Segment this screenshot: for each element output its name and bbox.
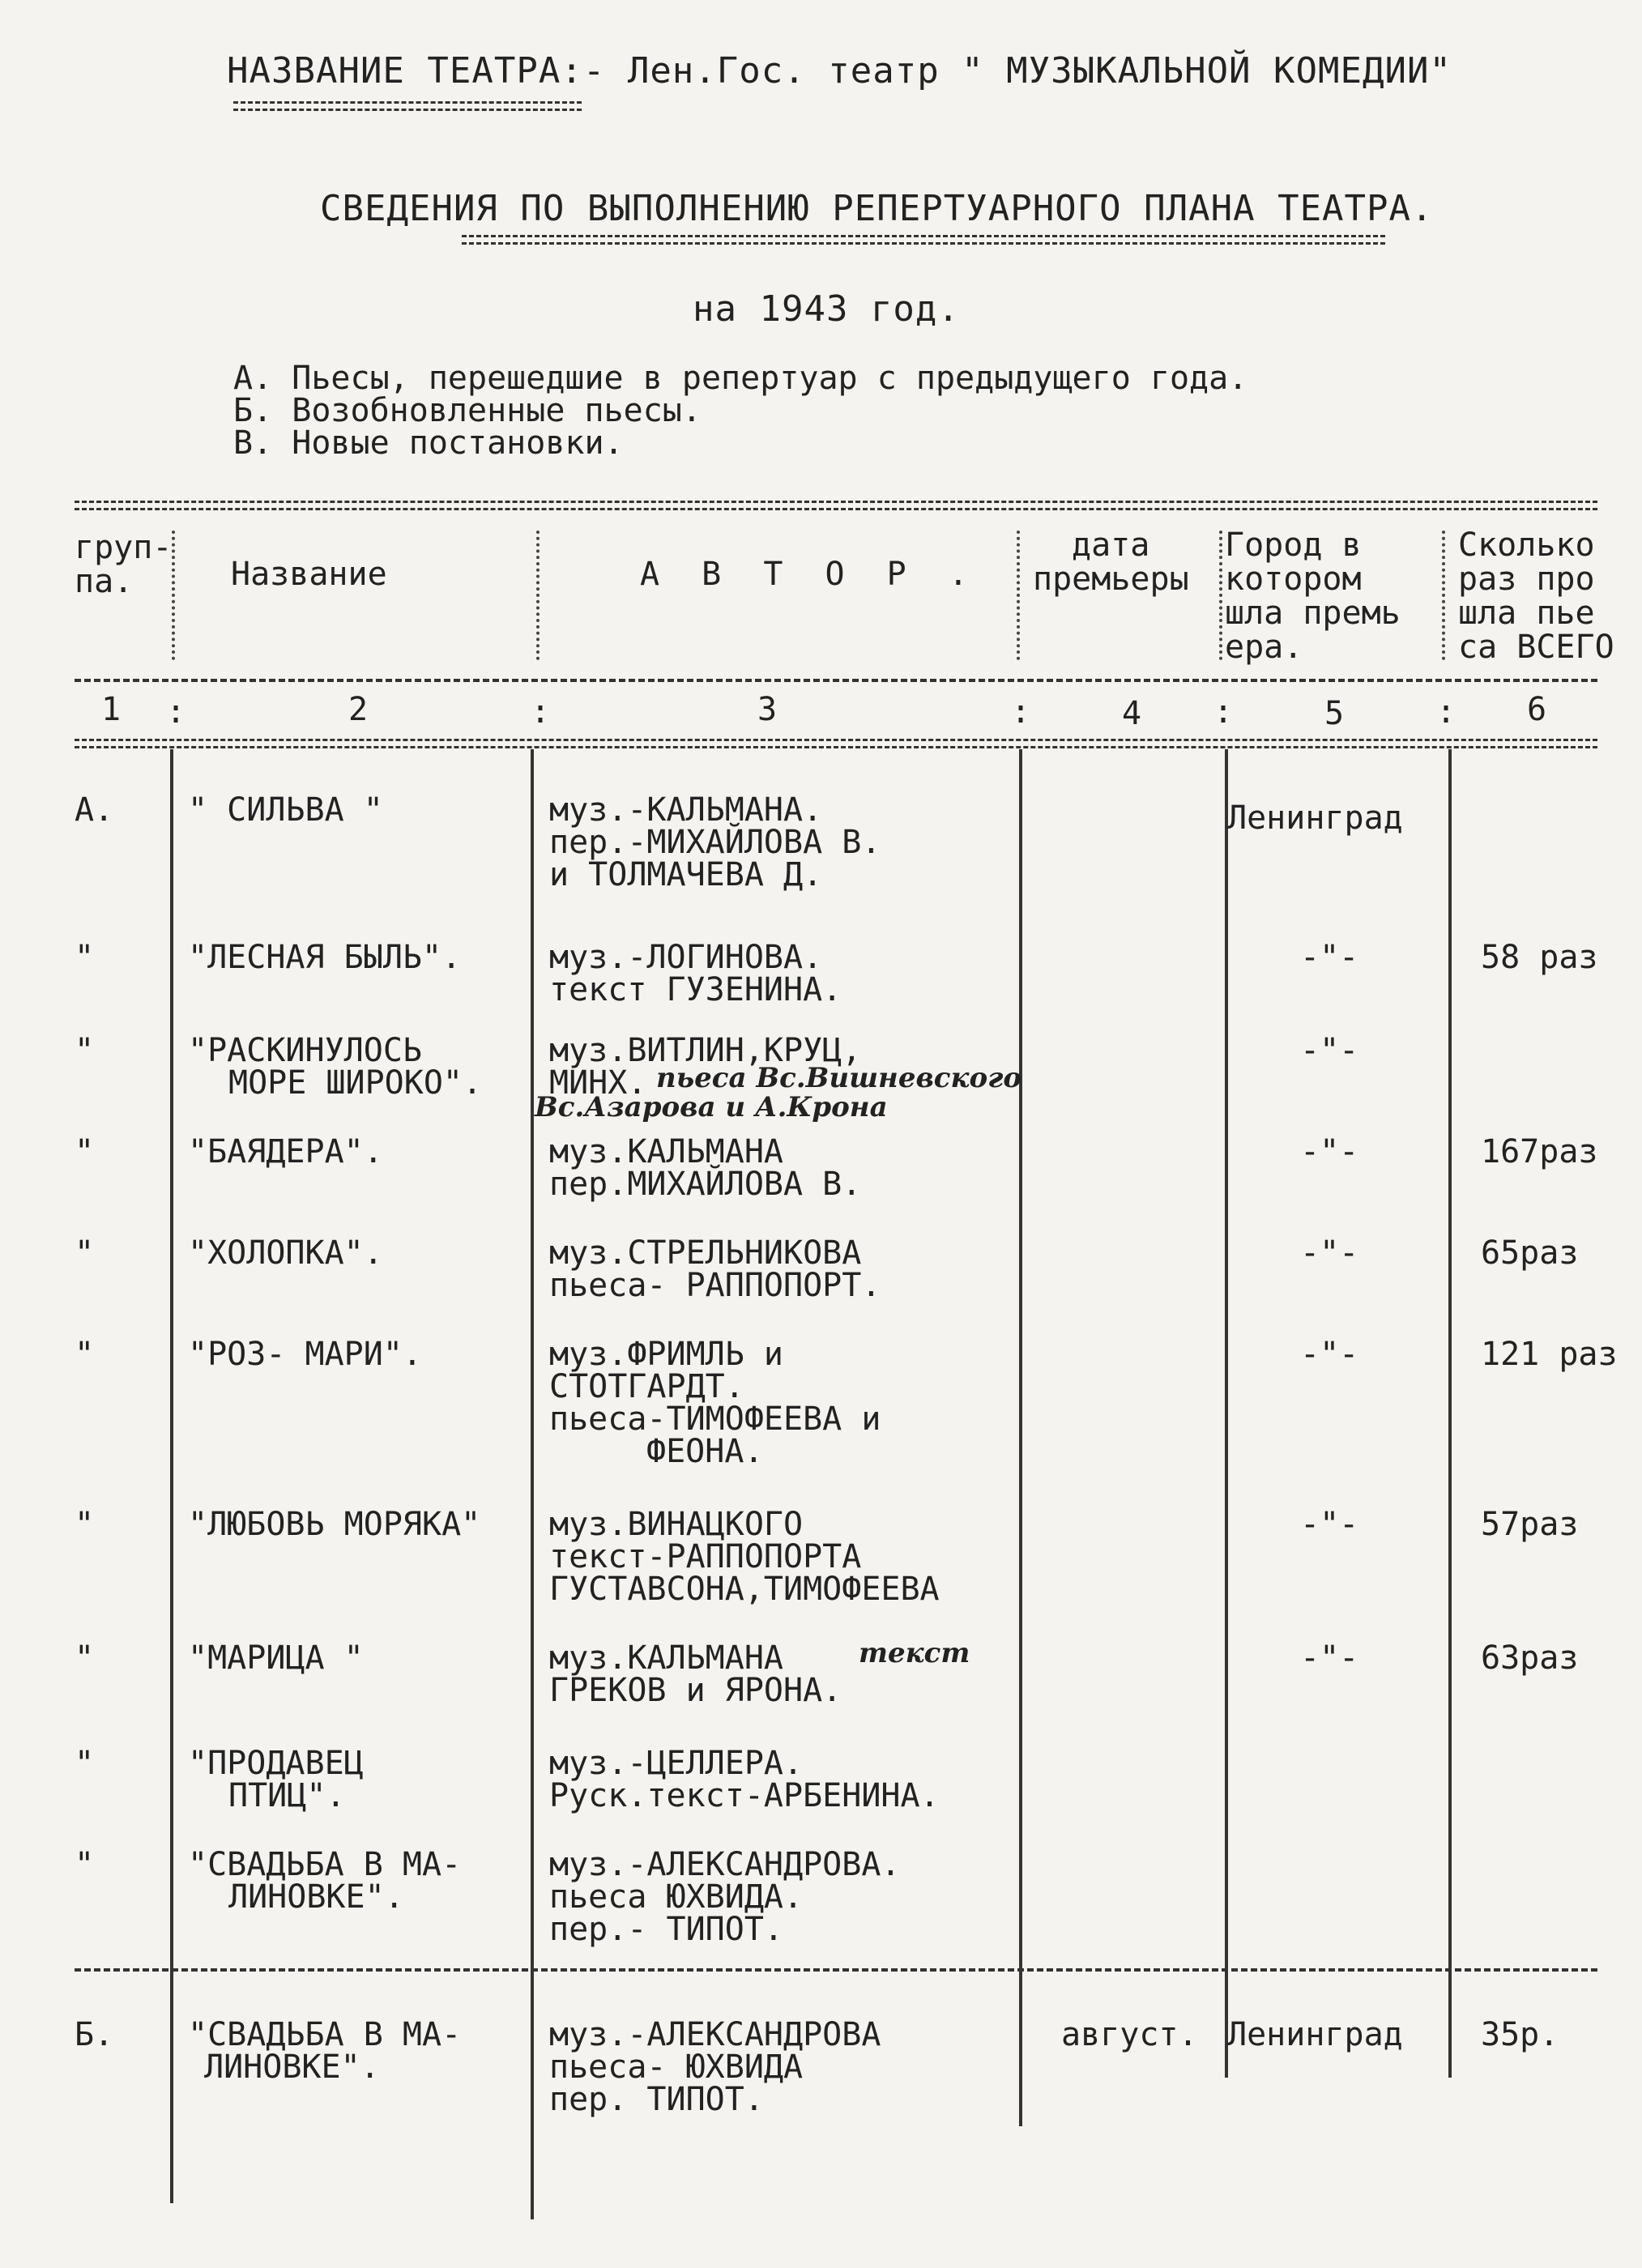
body-col-line-3 bbox=[1019, 749, 1022, 2126]
row-title-line: "ПРОДАВЕЦ bbox=[188, 1745, 364, 1782]
row-group: " bbox=[75, 939, 95, 976]
header-premiere-line1: дата bbox=[1072, 526, 1150, 564]
row-author-line: муз.-АЛЕКСАНДРОВА bbox=[549, 2016, 881, 2053]
row-author-line: ГУСТАВСОНА,ТИМОФЕЕВА bbox=[549, 1571, 940, 1608]
row-author-line: пьеса- РАППОПОРТ. bbox=[549, 1267, 881, 1304]
header-city-line1: Город в bbox=[1225, 526, 1362, 564]
row-title-line: "ХОЛОПКА". bbox=[188, 1234, 383, 1272]
row-count: 121 раз bbox=[1481, 1336, 1618, 1373]
header-sep-3 bbox=[1017, 531, 1020, 660]
row-author-line: муз.КАЛЬМАНА bbox=[549, 1133, 783, 1170]
header-city-line2: котором bbox=[1225, 561, 1362, 598]
body-col-line-5 bbox=[1448, 749, 1452, 2078]
row-author-line: муз.ФРИМЛЬ и bbox=[549, 1336, 783, 1373]
row-title-line: МОРЕ ШИРОКО". bbox=[228, 1064, 483, 1102]
row-title-line: "МАРИЦА " bbox=[188, 1639, 364, 1677]
header-premiere bbox=[1033, 528, 1189, 596]
header-sep-2 bbox=[536, 531, 540, 660]
row-handwritten-note: текст bbox=[859, 1637, 970, 1669]
row-city: Ленинград bbox=[1227, 799, 1403, 837]
header-group-line2: па. bbox=[75, 563, 134, 600]
body-col-line-1 bbox=[170, 749, 173, 2203]
row-author-line: пьеса ЮХВИДА. bbox=[549, 1878, 804, 1916]
row-group: " bbox=[75, 1745, 95, 1782]
document-title: СВЕДЕНИЯ ПО ВЫПОЛНЕНИЮ РЕПЕРТУАРНОГО ПЛАНА ТЕАТРА. bbox=[320, 188, 1434, 229]
header-count bbox=[1458, 528, 1614, 664]
row-group: " bbox=[75, 1639, 95, 1677]
col-number-6: 6 bbox=[1527, 691, 1547, 728]
row-title-line: "РАСКИНУЛОСЬ bbox=[188, 1032, 422, 1069]
row-city: -"- bbox=[1300, 1506, 1359, 1543]
header-city-line3: шла премь bbox=[1225, 595, 1401, 632]
col-number-sep-4: : bbox=[1213, 693, 1234, 731]
row-author-line: пер.-МИХАЙЛОВА В. bbox=[549, 824, 881, 861]
row-author-line: муз.-ЦЕЛЛЕРА. bbox=[549, 1745, 804, 1782]
row-author-line: муз.-КАЛЬМАНА. bbox=[549, 791, 823, 829]
row-author-line: муз.СТРЕЛЬНИКОВА bbox=[549, 1234, 862, 1272]
legend-a: А. Пьесы, перешедшие в репертуар с предыдущего года. bbox=[233, 360, 1248, 397]
header-city-line4: ера. bbox=[1225, 629, 1303, 666]
row-title-line: "РОЗ- МАРИ". bbox=[188, 1336, 422, 1373]
row-author-line: пьеса- ЮХВИДА bbox=[549, 2048, 804, 2086]
row-title-line: "ЛЮБОВЬ МОРЯКА" bbox=[188, 1506, 481, 1543]
row-author-line: муз.-АЛЕКСАНДРОВА. bbox=[549, 1846, 901, 1883]
col-number-sep-2: : bbox=[531, 693, 551, 731]
row-author-line: муз.ВИНАЦКОГО bbox=[549, 1506, 804, 1543]
legend-b: Б. Возобновленные пьесы. bbox=[233, 392, 702, 429]
row-author-line: текст ГУЗЕНИНА. bbox=[549, 971, 842, 1008]
row-group: " bbox=[75, 1506, 95, 1543]
row-group: " bbox=[75, 1234, 95, 1272]
col-number-sep-3: : bbox=[1011, 693, 1031, 731]
row-handwritten-note: пьеса Вс.Вишневского bbox=[656, 1062, 1021, 1094]
legend-c: В. Новые постановки. bbox=[233, 424, 624, 462]
col-number-4: 4 bbox=[1122, 695, 1142, 732]
row-city: -"- bbox=[1300, 939, 1359, 976]
header-count-line4: са ВСЕГО bbox=[1458, 629, 1614, 666]
col-number-sep-1: : bbox=[166, 693, 186, 731]
row-group: " bbox=[75, 1133, 95, 1170]
row-title-line: ЛИНОВКЕ". bbox=[204, 2048, 380, 2086]
row-title-line: ПТИЦ". bbox=[228, 1777, 346, 1814]
theatre-line: НАЗВАНИЕ ТЕАТРА:- Лен.Гос. театр " МУЗЫКАЛЬНОЙ КОМЕДИИ" bbox=[227, 50, 1452, 92]
row-author-line: текст-РАППОПОРТА bbox=[549, 1538, 862, 1575]
row-city: -"- bbox=[1300, 1032, 1359, 1069]
row-author-line: муз.КАЛЬМАНА bbox=[549, 1639, 783, 1677]
header-mid-rule bbox=[75, 679, 1597, 682]
row-author-line: муз.-ЛОГИНОВА. bbox=[549, 939, 823, 976]
row-author-line: МИНХ. bbox=[549, 1064, 647, 1102]
row-city: -"- bbox=[1300, 1336, 1359, 1373]
row-title-line: "СВАДЬБА В МА- bbox=[188, 2016, 462, 2053]
row-title-line: "БАЯДЕРА". bbox=[188, 1133, 383, 1170]
header-city bbox=[1225, 528, 1401, 664]
row-title-line: ЛИНОВКЕ". bbox=[228, 1878, 404, 1916]
header-sep-5 bbox=[1442, 531, 1445, 660]
header-sep-1 bbox=[172, 531, 175, 660]
header-title: Название bbox=[231, 556, 387, 593]
row-group: " bbox=[75, 1846, 95, 1883]
row-author-line: и ТОЛМАЧЕВА Д. bbox=[549, 856, 823, 893]
row-count: 35р. bbox=[1481, 2016, 1559, 2053]
row-group: Б. bbox=[75, 2016, 114, 2053]
body-col-line-4 bbox=[1225, 749, 1228, 2078]
row-count: 65раз bbox=[1481, 1234, 1579, 1272]
row-title-line: "ЛЕСНАЯ БЫЛЬ". bbox=[188, 939, 462, 976]
header-count-line2: раз про bbox=[1458, 561, 1595, 598]
header-premiere-line2: премьеры bbox=[1033, 561, 1189, 598]
col-number-1: 1 bbox=[101, 691, 122, 728]
row-count: 63раз bbox=[1481, 1639, 1579, 1677]
row-group: А. bbox=[75, 791, 114, 829]
section-divider bbox=[75, 1968, 1597, 1972]
header-group-line1: груп- bbox=[75, 529, 173, 566]
row-city: Ленинград bbox=[1227, 2016, 1403, 2053]
row-count: 58 раз bbox=[1481, 939, 1598, 976]
col-number-2: 2 bbox=[348, 691, 369, 728]
row-author-line: СТОТГАРДТ. bbox=[549, 1368, 744, 1405]
header-group bbox=[75, 531, 172, 599]
theatre-underline bbox=[233, 101, 582, 111]
row-city: -"- bbox=[1300, 1133, 1359, 1170]
header-count-line3: шла пье bbox=[1458, 595, 1595, 632]
row-author-line: Руск.текст-АРБЕНИНА. bbox=[549, 1777, 940, 1814]
row-group: " bbox=[75, 1336, 95, 1373]
body-col-line-2 bbox=[531, 749, 534, 2219]
header-count-line1: Сколько bbox=[1458, 526, 1595, 564]
row-count: 167раз bbox=[1481, 1133, 1598, 1170]
row-city: -"- bbox=[1300, 1639, 1359, 1677]
row-city: -"- bbox=[1300, 1234, 1359, 1272]
row-title-line: " СИЛЬВА " bbox=[188, 791, 383, 829]
row-count: 57раз bbox=[1481, 1506, 1579, 1543]
header-sep-4 bbox=[1219, 531, 1222, 660]
title-underline bbox=[462, 235, 1385, 245]
col-number-3: 3 bbox=[757, 691, 778, 728]
header-bottom-rule bbox=[75, 739, 1597, 748]
table-top-rule bbox=[75, 501, 1597, 510]
col-number-sep-5: : bbox=[1436, 693, 1456, 731]
row-author-line: ФЕОНА. bbox=[646, 1433, 764, 1470]
row-author-line: пер. ТИПОТ. bbox=[549, 2081, 764, 2118]
year-line: на 1943 год. bbox=[693, 288, 960, 330]
row-author-line: пер.МИХАЙЛОВА В. bbox=[549, 1166, 862, 1203]
row-author-line: ГРЕКОВ и ЯРОНА. bbox=[549, 1672, 842, 1709]
header-author: А В Т О Р . bbox=[640, 556, 979, 593]
row-group: " bbox=[75, 1032, 95, 1069]
row-author-line: пер.- ТИПОТ. bbox=[549, 1911, 783, 1948]
row-premiere-date: август. bbox=[1061, 2016, 1198, 2053]
row-title-line: "СВАДЬБА В МА- bbox=[188, 1846, 462, 1883]
row-handwritten-note: Вс.Азарова и А.Крона bbox=[535, 1091, 888, 1123]
row-author-line: пьеса-ТИМОФЕЕВА и bbox=[549, 1400, 881, 1438]
col-number-5: 5 bbox=[1324, 695, 1345, 732]
row-author-line: муз.ВИТЛИН,КРУЦ, bbox=[549, 1032, 862, 1069]
